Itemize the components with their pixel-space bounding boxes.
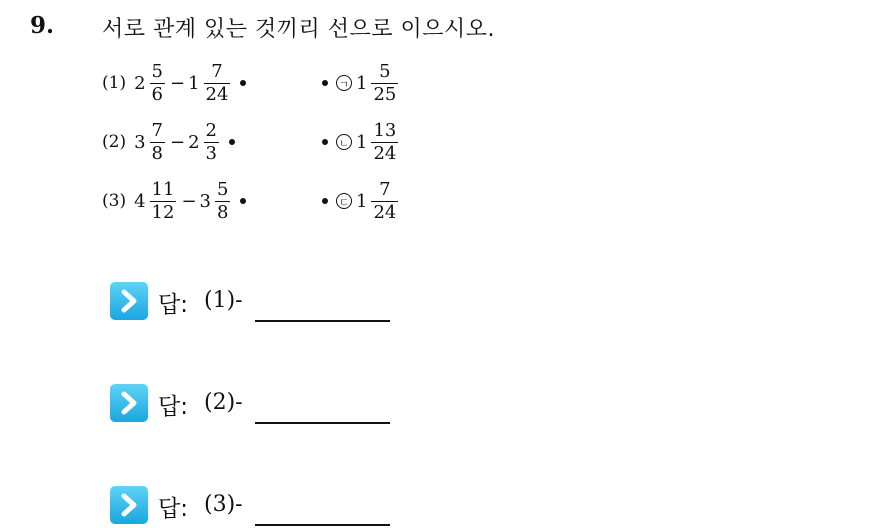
match-row <box>0 117 884 167</box>
whole-part: 4 <box>134 190 146 212</box>
fraction <box>150 60 165 105</box>
fraction <box>150 119 165 164</box>
whole-part: 1 <box>356 72 368 94</box>
whole-part: 1 <box>356 131 368 153</box>
minus-sign: − <box>170 72 186 94</box>
numerator: 7 <box>379 178 391 200</box>
answer-arrow-icon <box>110 282 148 320</box>
numerator: 5 <box>217 178 229 200</box>
answer-label: 답: <box>158 292 188 318</box>
left-expression <box>102 176 246 226</box>
whole-part: 3 <box>199 190 211 212</box>
answer-item: (3)- <box>204 492 243 517</box>
minus-sign: − <box>181 190 197 212</box>
numerator: 2 <box>205 119 217 141</box>
left-expression <box>102 58 246 108</box>
denominator: 12 <box>151 201 175 223</box>
connect-dot-left[interactable] <box>240 80 246 86</box>
item-label: (2) <box>102 132 127 152</box>
circled-mark: ㄱ <box>336 75 352 91</box>
answer-row <box>110 282 410 322</box>
whole-part: 1 <box>188 72 200 94</box>
right-expression <box>322 58 400 108</box>
fraction <box>215 178 230 223</box>
circled-mark: ㄷ <box>336 193 352 209</box>
answer-arrow-icon <box>110 384 148 422</box>
denominator: 8 <box>217 201 229 223</box>
denominator: 24 <box>373 201 397 223</box>
numerator: 5 <box>379 60 391 82</box>
question-text: 서로 관계 있는 것끼리 선으로 이으시오. <box>102 17 495 42</box>
whole-part: 1 <box>356 190 368 212</box>
denominator: 3 <box>205 142 217 164</box>
denominator: 6 <box>151 83 163 105</box>
numerator: 13 <box>373 119 397 141</box>
minus-sign: − <box>170 131 186 153</box>
left-expression <box>102 117 235 167</box>
connect-dot-right[interactable] <box>322 80 328 86</box>
connect-dot-left[interactable] <box>240 198 246 204</box>
item-label: (1) <box>102 73 127 93</box>
answer-label: 답: <box>158 496 188 522</box>
connect-dot-right[interactable] <box>322 139 328 145</box>
match-row <box>0 176 884 226</box>
answer-blank-line[interactable] <box>255 524 390 526</box>
fraction <box>371 119 398 164</box>
denominator: 8 <box>151 142 163 164</box>
whole-part: 3 <box>134 131 146 153</box>
answer-row <box>110 384 410 424</box>
connect-dot-right[interactable] <box>322 198 328 204</box>
answer-blank-line[interactable] <box>255 422 390 424</box>
answer-blank-line[interactable] <box>255 320 390 322</box>
connect-dot-left[interactable] <box>229 139 235 145</box>
fraction <box>371 178 398 223</box>
fraction <box>150 178 177 223</box>
item-label: (3) <box>102 191 127 211</box>
denominator: 24 <box>205 83 229 105</box>
match-row <box>0 58 884 108</box>
whole-part: 2 <box>134 72 146 94</box>
answer-row <box>110 486 410 526</box>
numerator: 11 <box>151 178 175 200</box>
fraction <box>371 60 398 105</box>
right-expression <box>322 176 400 226</box>
numerator: 7 <box>151 119 163 141</box>
fraction <box>204 119 219 164</box>
question-number: 9. <box>30 12 55 39</box>
answer-item: (2)- <box>204 390 243 415</box>
numerator: 5 <box>151 60 163 82</box>
fraction <box>204 60 231 105</box>
circled-mark: ㄴ <box>336 134 352 150</box>
answer-item: (1)- <box>204 288 243 313</box>
whole-part: 2 <box>188 131 200 153</box>
right-expression <box>322 117 400 167</box>
denominator: 24 <box>373 142 397 164</box>
answer-arrow-icon <box>110 486 148 524</box>
answer-label: 답: <box>158 394 188 420</box>
denominator: 25 <box>373 83 397 105</box>
numerator: 7 <box>211 60 223 82</box>
